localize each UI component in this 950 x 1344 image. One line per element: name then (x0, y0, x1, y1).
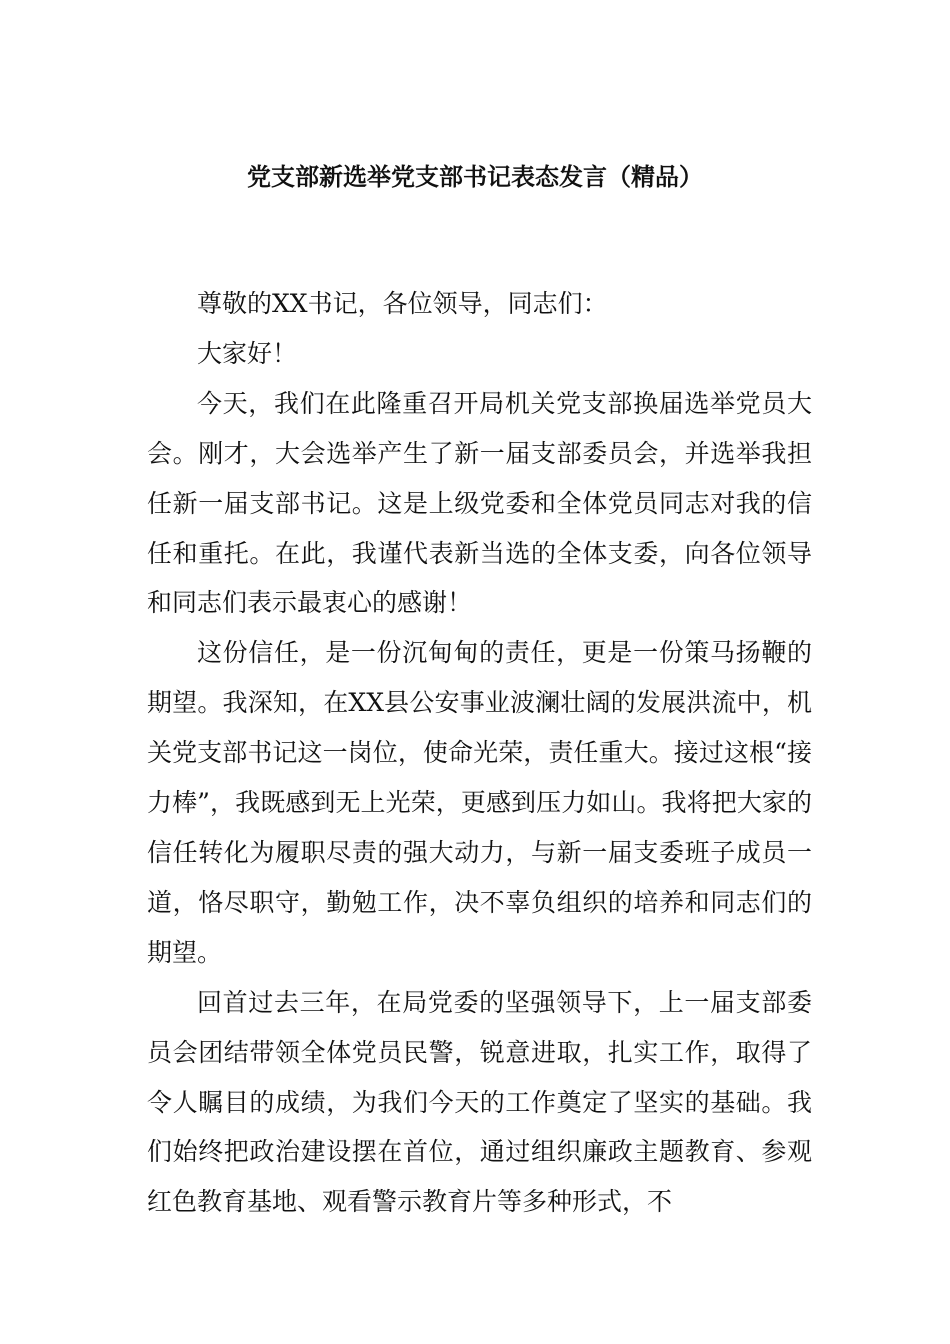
body-paragraph: 这份信任，是一份沉甸甸的责任，更是一份策马扬鞭的期望。我深知，在XX县公安事业波澜壮阔的发展洪流中，机关党支部书记这一岗位，使命光荣，责任重大。接过这根“接力棒”，我既感到无上光荣，更感到压力如山。我将把大家的信任转化为履职尽责的强大动力，与新一届支委班子成员一道，恪尽职守，勤勉工作，决不辜负组织的培养和同志们的期望。 (147, 638, 812, 967)
salutation-paragraph: 尊敬的XX书记，各位领导，同志们： (197, 289, 608, 318)
document-title: 党支部新选举党支部书记表态发言（精品） (247, 163, 703, 191)
greeting-paragraph: 大家好！ (197, 338, 298, 368)
document-body (147, 279, 812, 1227)
body-paragraph: 回首过去三年，在局党委的坚强领导下，上一届支部委员会团结带领全体党员民警，锐意进取，扎实工作，取得了令人瞩目的成绩，为我们今天的工作奠定了坚实的基础。我们始终把政治建设摆在首位，通过组织廉政主题教育、参观红色教育基地、观看警示教育片等多种形式，不 (147, 987, 812, 1217)
body-paragraph: 今天，我们在此隆重召开局机关党支部换届选举党员大会。刚才，大会选举产生了新一届支部委员会，并选举我担任新一届支部书记。这是上级党委和全体党员同志对我的信任和重托。在此，我谨代表新当选的全体支委，向各位领导和同志们表示最衷心的感谢！ (147, 388, 812, 618)
